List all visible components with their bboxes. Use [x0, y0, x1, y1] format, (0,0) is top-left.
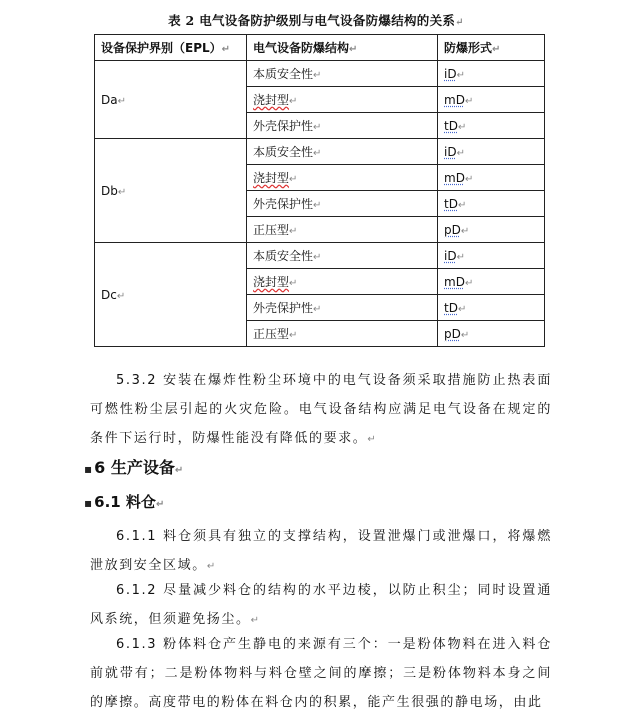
paragraph-5-3-2: 5.3.2 安装在爆炸性粉尘环境中的电气设备须采取措施防止热表面可燃性粉尘层引起的火灾危险。电气设备结构应满足电气设备在规定的条件下运行时，防爆性能没有降低的要求。↵: [90, 373, 552, 446]
form-cell: tD↵: [438, 113, 545, 139]
table-header-row: [95, 35, 545, 61]
epl-cell-db: Db↵: [95, 139, 247, 243]
structure-cell: 外壳保护性↵: [247, 295, 438, 321]
epl-cell-dc: Dc↵: [95, 243, 247, 347]
structure-cell: 外壳保护性↵: [247, 191, 438, 217]
form-cell: pD↵: [438, 217, 545, 243]
list-bullet: ▪: [84, 496, 93, 510]
structure-cell: 本质安全性↵: [247, 61, 438, 87]
structure-cell: 浇封型↵: [247, 165, 438, 191]
form-cell: iD↵: [438, 139, 545, 165]
form-cell: tD↵: [438, 295, 545, 321]
form-cell: pD↵: [438, 321, 545, 347]
structure-cell: 外壳保护性↵: [247, 113, 438, 139]
table-row: [95, 61, 545, 87]
structure-cell: 正压型↵: [247, 217, 438, 243]
epl-table: [94, 34, 545, 347]
form-cell: tD↵: [438, 191, 545, 217]
header-epl: 设备保护界别（EPL）↵: [95, 35, 247, 61]
form-cell: mD↵: [438, 87, 545, 113]
structure-cell: 浇封型↵: [247, 269, 438, 295]
list-bullet: ▪: [84, 462, 93, 476]
table-caption: 表 2 电气设备防护级别与电气设备防爆结构的关系↵: [168, 13, 464, 28]
header-form: 防爆形式↵: [438, 35, 545, 61]
form-cell: iD↵: [438, 243, 545, 269]
form-cell: mD↵: [438, 165, 545, 191]
form-cell: iD↵: [438, 61, 545, 87]
paragraph-6-1-2: 6.1.2 尽量减少料仓的结构的水平边棱，以防止积尘；同时设置通风系统，但须避免扬尘。↵: [90, 583, 552, 627]
table-row: [95, 243, 545, 269]
structure-cell: 本质安全性↵: [247, 243, 438, 269]
structure-cell: 本质安全性↵: [247, 139, 438, 165]
paragraph-6-1-1: 6.1.1 料仓须具有独立的支撑结构，设置泄爆门或泄爆口，将爆燃泄放到安全区域。↵: [90, 529, 552, 573]
heading-6: ▪ 6 生产设备↵: [84, 458, 184, 477]
heading-6-1: ▪ 6.1 料仓↵: [84, 493, 165, 511]
structure-cell: 浇封型↵: [247, 87, 438, 113]
paragraph-6-1-3: 6.1.3 粉体料仓产生静电的来源有三个：一是粉体物料在进入料仓前就带有；二是粉体物料与料仓壁之间的摩擦；三是粉体物料本身之间的摩擦。高度带电的粉体在料仓内的积累，能产生很强的静电场，由此: [90, 637, 552, 710]
form-cell: mD↵: [438, 269, 545, 295]
header-structure: 电气设备防爆结构↵: [247, 35, 438, 61]
table-row: [95, 139, 545, 165]
epl-cell-da: Da↵: [95, 61, 247, 139]
structure-cell: 正压型↵: [247, 321, 438, 347]
